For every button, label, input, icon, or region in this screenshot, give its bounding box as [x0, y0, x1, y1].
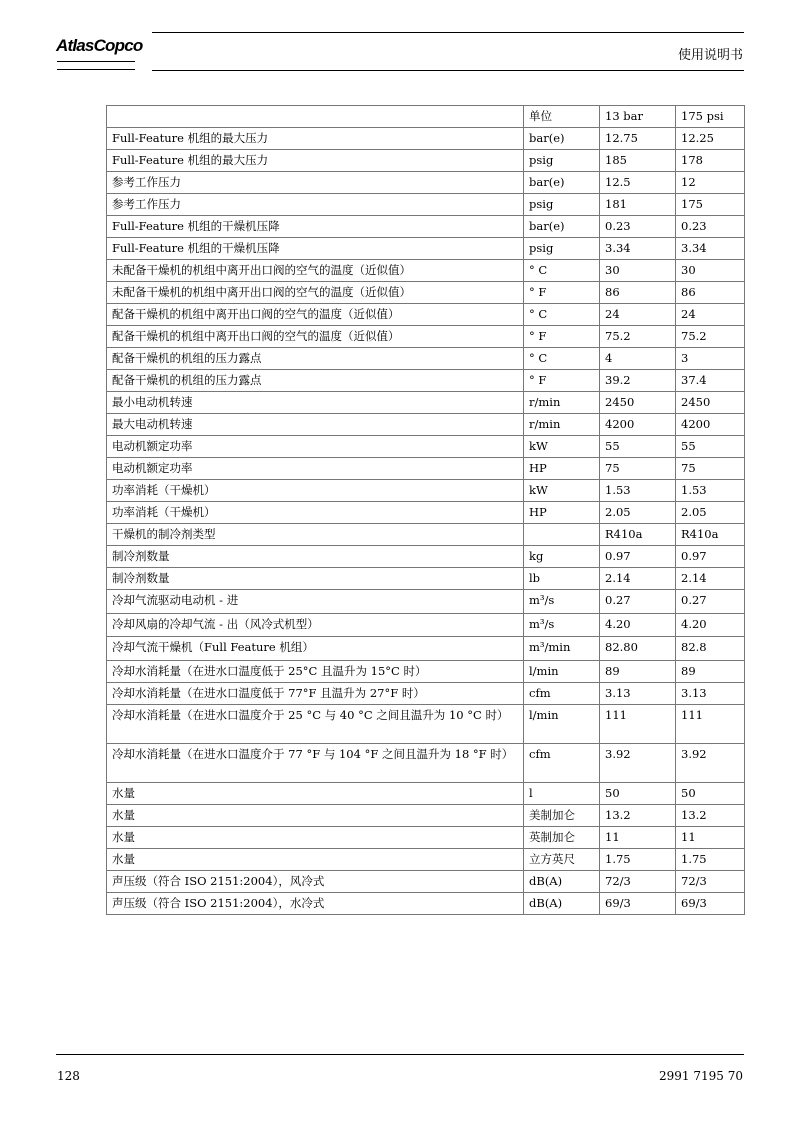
cell-value-13bar: 75	[600, 458, 676, 480]
atlas-copco-logo: AtlasCopco	[56, 36, 143, 55]
cell-unit: ° F	[524, 326, 600, 348]
header-cell-unit: 单位	[524, 106, 600, 128]
cell-value-13bar: 13.2	[600, 804, 676, 826]
cell-parameter: 最小电动机转速	[107, 392, 524, 414]
header-rule-bottom	[152, 70, 744, 71]
cell-value-175psi: 4200	[676, 414, 745, 436]
header-rule-top	[152, 32, 744, 33]
cell-unit: 英制加仑	[524, 826, 600, 848]
cell-parameter: 水量	[107, 782, 524, 804]
cell-value-175psi: 55	[676, 436, 745, 458]
cell-parameter: Full-Feature 机组的干燥机压降	[107, 216, 524, 238]
cell-value-13bar: 185	[600, 150, 676, 172]
cell-value-175psi: 13.2	[676, 804, 745, 826]
cell-unit: 美制加仑	[524, 804, 600, 826]
cell-parameter: 冷却水消耗量（在进水口温度低于 77°F 且温升为 27°F 时）	[107, 682, 524, 704]
table-row	[107, 172, 745, 194]
cell-value-13bar: 2.05	[600, 502, 676, 524]
cell-value-13bar: 3.92	[600, 743, 676, 782]
cell-parameter: 声压级（符合 ISO 2151:2004），水冷式	[107, 892, 524, 914]
cell-value-175psi: 3.34	[676, 238, 745, 260]
cell-value-13bar: 0.23	[600, 216, 676, 238]
cell-value-175psi: 24	[676, 304, 745, 326]
cell-value-175psi: 89	[676, 660, 745, 682]
cell-value-13bar: 89	[600, 660, 676, 682]
cell-unit: l	[524, 782, 600, 804]
table-row	[107, 150, 745, 172]
cell-value-13bar: 72/3	[600, 870, 676, 892]
cell-unit: ° F	[524, 370, 600, 392]
cell-value-13bar: 82.80	[600, 637, 676, 661]
cell-parameter: 电动机额定功率	[107, 436, 524, 458]
cell-value-13bar: 11	[600, 826, 676, 848]
cell-parameter: 水量	[107, 804, 524, 826]
cell-value-13bar: 24	[600, 304, 676, 326]
cell-value-175psi: 12.25	[676, 128, 745, 150]
cell-value-13bar: 12.5	[600, 172, 676, 194]
table-row	[107, 216, 745, 238]
table-row	[107, 282, 745, 304]
cell-parameter: 冷却水消耗量（在进水口温度低于 25°C 且温升为 15°C 时）	[107, 660, 524, 682]
cell-value-13bar: 50	[600, 782, 676, 804]
cell-parameter: 冷却水消耗量（在进水口温度介于 25 °C 与 40 °C 之间且温升为 10 °C 时）	[107, 704, 524, 743]
cell-parameter: 未配备干燥机的机组中离开出口阀的空气的温度（近似值）	[107, 282, 524, 304]
table-row	[107, 304, 745, 326]
cell-value-13bar: 39.2	[600, 370, 676, 392]
cell-parameter: Full-Feature 机组的最大压力	[107, 128, 524, 150]
cell-parameter: 冷却水消耗量（在进水口温度介于 77 °F 与 104 °F 之间且温升为 18 °F 时）	[107, 743, 524, 782]
cell-value-13bar: 2.14	[600, 568, 676, 590]
cell-value-13bar: 30	[600, 260, 676, 282]
table-row	[107, 414, 745, 436]
cell-unit: r/min	[524, 392, 600, 414]
cell-parameter: 功率消耗（干燥机）	[107, 502, 524, 524]
cell-unit: cfm	[524, 743, 600, 782]
cell-unit: l/min	[524, 704, 600, 743]
header-cell-parameter	[107, 106, 524, 128]
cell-unit: bar(e)	[524, 172, 600, 194]
cell-value-13bar: 4.20	[600, 613, 676, 637]
cell-value-13bar: 12.75	[600, 128, 676, 150]
cell-unit: dB(A)	[524, 892, 600, 914]
cell-value-13bar: 0.97	[600, 546, 676, 568]
table-row	[107, 704, 745, 743]
table-row	[107, 660, 745, 682]
cell-value-175psi: 175	[676, 194, 745, 216]
cell-parameter: 配备干燥机的机组中离开出口阀的空气的温度（近似值）	[107, 304, 524, 326]
cell-parameter: 电动机额定功率	[107, 458, 524, 480]
cell-unit: kg	[524, 546, 600, 568]
table-row	[107, 637, 745, 661]
header-cell-13bar: 13 bar	[600, 106, 676, 128]
cell-value-13bar: 111	[600, 704, 676, 743]
cell-value-175psi: 75.2	[676, 326, 745, 348]
cell-parameter: Full-Feature 机组的最大压力	[107, 150, 524, 172]
cell-unit: l/min	[524, 660, 600, 682]
cell-parameter: 参考工作压力	[107, 172, 524, 194]
cell-value-175psi: 0.23	[676, 216, 745, 238]
cell-unit: r/min	[524, 414, 600, 436]
cell-parameter: 配备干燥机的机组的压力露点	[107, 348, 524, 370]
cell-value-175psi: 75	[676, 458, 745, 480]
cell-value-13bar: 75.2	[600, 326, 676, 348]
cell-unit: m³/min	[524, 637, 600, 661]
cell-value-175psi: 0.97	[676, 546, 745, 568]
table-row	[107, 546, 745, 568]
cell-parameter: 冷却气流干燥机（Full Feature 机组）	[107, 637, 524, 661]
table-row	[107, 804, 745, 826]
cell-value-175psi: 86	[676, 282, 745, 304]
cell-unit: HP	[524, 502, 600, 524]
cell-unit: m³/s	[524, 613, 600, 637]
cell-value-175psi: 82.8	[676, 637, 745, 661]
cell-parameter: 未配备干燥机的机组中离开出口阀的空气的温度（近似值）	[107, 260, 524, 282]
cell-parameter: 功率消耗（干燥机）	[107, 480, 524, 502]
cell-unit: kW	[524, 480, 600, 502]
table-row	[107, 392, 745, 414]
cell-value-13bar: 86	[600, 282, 676, 304]
cell-value-13bar: 3.13	[600, 682, 676, 704]
table-row	[107, 590, 745, 614]
cell-parameter: 制冷剂数量	[107, 546, 524, 568]
cell-parameter: 水量	[107, 826, 524, 848]
cell-value-175psi: 72/3	[676, 870, 745, 892]
cell-unit: psig	[524, 150, 600, 172]
table-row	[107, 436, 745, 458]
table-row	[107, 568, 745, 590]
cell-value-175psi: 178	[676, 150, 745, 172]
cell-value-175psi: 1.75	[676, 848, 745, 870]
cell-value-175psi: 69/3	[676, 892, 745, 914]
table-row	[107, 613, 745, 637]
cell-value-175psi: 12	[676, 172, 745, 194]
footer-rule	[56, 1054, 744, 1055]
cell-unit: bar(e)	[524, 128, 600, 150]
page-number: 128	[57, 1069, 80, 1083]
cell-unit: ° C	[524, 260, 600, 282]
cell-unit: ° F	[524, 282, 600, 304]
cell-parameter: 最大电动机转速	[107, 414, 524, 436]
table-row	[107, 238, 745, 260]
table-row	[107, 826, 745, 848]
document-number: 2991 7195 70	[659, 1069, 743, 1083]
cell-value-175psi: 11	[676, 826, 745, 848]
table-row	[107, 848, 745, 870]
cell-unit: cfm	[524, 682, 600, 704]
cell-parameter: 参考工作压力	[107, 194, 524, 216]
cell-value-13bar: 69/3	[600, 892, 676, 914]
table-row	[107, 524, 745, 546]
document-title: 使用说明书	[677, 48, 743, 63]
cell-parameter: 冷却气流驱动电动机 - 进	[107, 590, 524, 614]
cell-parameter: 水量	[107, 848, 524, 870]
cell-value-13bar: 55	[600, 436, 676, 458]
cell-value-175psi: 2.05	[676, 502, 745, 524]
cell-parameter: 制冷剂数量	[107, 568, 524, 590]
cell-value-175psi: 2.14	[676, 568, 745, 590]
cell-value-175psi: 30	[676, 260, 745, 282]
cell-unit: psig	[524, 194, 600, 216]
table-row	[107, 128, 745, 150]
table-row	[107, 743, 745, 782]
cell-unit: lb	[524, 568, 600, 590]
cell-value-13bar: 181	[600, 194, 676, 216]
cell-value-13bar: 4	[600, 348, 676, 370]
cell-parameter: 干燥机的制冷剂类型	[107, 524, 524, 546]
cell-unit: ° C	[524, 348, 600, 370]
cell-value-13bar: 4200	[600, 414, 676, 436]
table-row	[107, 194, 745, 216]
cell-value-175psi: R410a	[676, 524, 745, 546]
table-row	[107, 502, 745, 524]
cell-unit: psig	[524, 238, 600, 260]
cell-parameter: Full-Feature 机组的干燥机压降	[107, 238, 524, 260]
cell-value-175psi: 2450	[676, 392, 745, 414]
table-row	[107, 458, 745, 480]
cell-parameter: 配备干燥机的机组的压力露点	[107, 370, 524, 392]
cell-value-175psi: 37.4	[676, 370, 745, 392]
table-row	[107, 348, 745, 370]
cell-value-13bar: 0.27	[600, 590, 676, 614]
cell-value-175psi: 111	[676, 704, 745, 743]
table-row	[107, 326, 745, 348]
cell-unit: ° C	[524, 304, 600, 326]
cell-value-13bar: 3.34	[600, 238, 676, 260]
table-row	[107, 870, 745, 892]
table-row	[107, 370, 745, 392]
cell-value-13bar: 2450	[600, 392, 676, 414]
cell-parameter: 声压级（符合 ISO 2151:2004），风冷式	[107, 870, 524, 892]
cell-unit: dB(A)	[524, 870, 600, 892]
cell-unit: kW	[524, 436, 600, 458]
cell-unit: bar(e)	[524, 216, 600, 238]
table-row	[107, 480, 745, 502]
cell-value-13bar: 1.75	[600, 848, 676, 870]
cell-value-175psi: 0.27	[676, 590, 745, 614]
cell-unit: 立方英尺	[524, 848, 600, 870]
cell-unit: HP	[524, 458, 600, 480]
table-row	[107, 682, 745, 704]
cell-value-175psi: 3.92	[676, 743, 745, 782]
cell-value-175psi: 3	[676, 348, 745, 370]
cell-value-175psi: 4.20	[676, 613, 745, 637]
cell-value-13bar: R410a	[600, 524, 676, 546]
technical-data-table	[106, 105, 745, 915]
cell-parameter: 冷却风扇的冷却气流 - 出（风冷式机型）	[107, 613, 524, 637]
table-row	[107, 260, 745, 282]
header-cell-175psi: 175 psi	[676, 106, 745, 128]
cell-value-175psi: 50	[676, 782, 745, 804]
logo-underline	[57, 61, 135, 70]
cell-value-175psi: 1.53	[676, 480, 745, 502]
table-row	[107, 782, 745, 804]
cell-unit: m³/s	[524, 590, 600, 614]
cell-parameter: 配备干燥机的机组中离开出口阀的空气的温度（近似值）	[107, 326, 524, 348]
table-header-row	[107, 106, 745, 128]
table-row	[107, 892, 745, 914]
cell-value-175psi: 3.13	[676, 682, 745, 704]
cell-value-13bar: 1.53	[600, 480, 676, 502]
cell-unit	[524, 524, 600, 546]
